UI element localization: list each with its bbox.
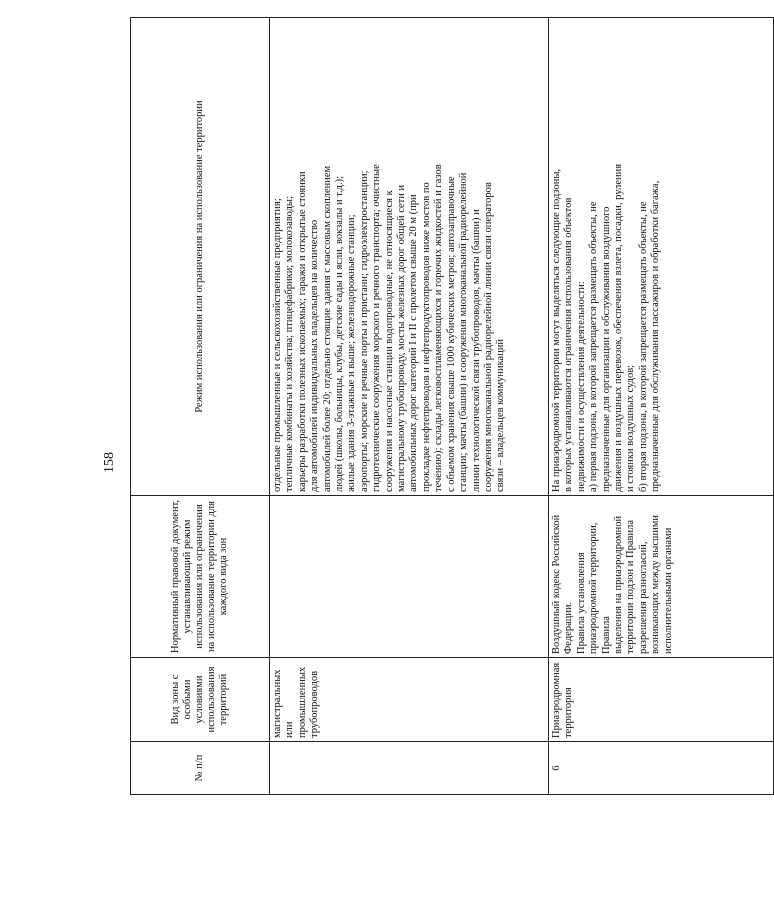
- text-line: а) первая подзона, в которой запрещается размещать объекты, не: [588, 201, 600, 492]
- page-number: 158: [102, 452, 117, 473]
- text-line: разрешения разногласий,: [637, 541, 649, 654]
- text-line: тепличные комбинаты и хозяйства; птицефабрики; молокозаводы;: [284, 196, 296, 492]
- legal-document-cell: [270, 496, 549, 658]
- text-line: сооружения и насосные станции водопроводные, не относящиеся к: [383, 190, 395, 492]
- text-line: выделения на приаэродромной: [613, 515, 625, 654]
- table-row: [549, 18, 774, 795]
- text-line: автомобилей более 20; отдельно стоящие здания с массовым скоплением: [321, 165, 333, 492]
- text-line: территории подзон и Правила: [625, 519, 637, 654]
- text-line: магистральному трубопроводу, мосты железных дорог общей сети и: [396, 184, 408, 492]
- text-line: прокладке нефтепроводов и нефтепродуктопроводов ниже мостов по: [420, 182, 432, 492]
- text-line: сооружения многоканальной радиорелейной линии связи операторов: [482, 182, 494, 492]
- row-number: 6: [549, 742, 774, 795]
- text-line: предназначенные для обслуживания пассажиров и обработки багажа,: [650, 180, 662, 492]
- text-line: гидротехнические сооружения морского и речного транспорта; очистные: [371, 164, 383, 492]
- text-line: Правила установления: [575, 552, 587, 654]
- text-line: с объемом хранения свыше 1000 кубических метров; автозаправочные: [445, 176, 457, 492]
- header-number: № п/п: [131, 742, 270, 795]
- text-line: для автомобилей индивидуальных владельцев на количество: [309, 219, 321, 492]
- text-line: течению); склады легковоспламеняющихся и горючих жидкостей и газов: [433, 164, 445, 492]
- zone-type-cell: Приаэродромная территория: [549, 658, 774, 742]
- text-line: людей (школы, больницы, клубы, детские сады и ясли, вокзалы и т.д.);: [334, 175, 346, 492]
- header-zone-type: Вид зоны с особыми условиями использования территорий: [131, 658, 270, 742]
- zone-type-cell: магистральных или промышленных трубопроводов: [270, 658, 549, 742]
- text-line: движения и воздушных перевозок, обеспечения взлета, посадки, руления: [613, 163, 625, 492]
- text-line: недвижимости и осуществления деятельности:: [575, 281, 587, 492]
- table-header-row: [131, 18, 270, 795]
- text-line: линии технологической связи трубопроводов, мачты (башни) и: [470, 209, 482, 492]
- text-line: б) вторая подзона, в которой запрещается размещать объекты, не: [637, 201, 649, 492]
- text-line: исполнительными органами: [662, 527, 674, 654]
- text-line: карьеры разработки полезных ископаемых; гаражи и открытые стоянки: [296, 171, 308, 492]
- text-line: станции; мачты (башни) и сооружения многоканальной радиорелейной: [458, 172, 470, 492]
- text-line: в которых устанавливаются ограничения использования объектов: [563, 197, 575, 492]
- usage-regime-cell: [270, 18, 549, 496]
- text-line: предназначенные для организации и обслуживания воздушного: [600, 206, 612, 492]
- header-legal-document: Нормативный правовой документ, устанавливающий режим использования или ограничения на использование территории для каждого вида зон: [131, 496, 270, 658]
- text-line: возникающих между высшими: [650, 515, 662, 654]
- text-line: приаэродромной территории, Правила: [588, 522, 612, 654]
- zones-table: [130, 17, 774, 795]
- text-line: и стоянки воздушных судов;: [625, 364, 637, 492]
- text-line: жилые здания 3-этажные и выше; железнодорожные станции;: [346, 214, 358, 492]
- header-usage-regime: Режим использования или ограничения на использование территории: [131, 18, 270, 496]
- table-row: [270, 18, 549, 795]
- legal-document-cell: [549, 496, 774, 658]
- text-line: связи – владельцев коммуникаций: [495, 338, 507, 492]
- text-line: Воздушный кодекс Российской: [551, 514, 562, 654]
- text-line: На приаэродромной территории могут выделяться следующие подзоны,: [551, 168, 562, 492]
- text-line: Федерации.: [563, 601, 575, 654]
- text-line: отдельные промышленные и сельскохозяйственные предприятия;: [272, 198, 283, 492]
- usage-regime-cell: [549, 18, 774, 496]
- text-line: автомобильных дорог категорий I и II с пролетом свыше 20 м (при: [408, 194, 420, 492]
- row-number: [270, 742, 549, 795]
- text-line: аэропорты; морские и речные порты и пристани; гидроэлектростанции;: [358, 170, 370, 492]
